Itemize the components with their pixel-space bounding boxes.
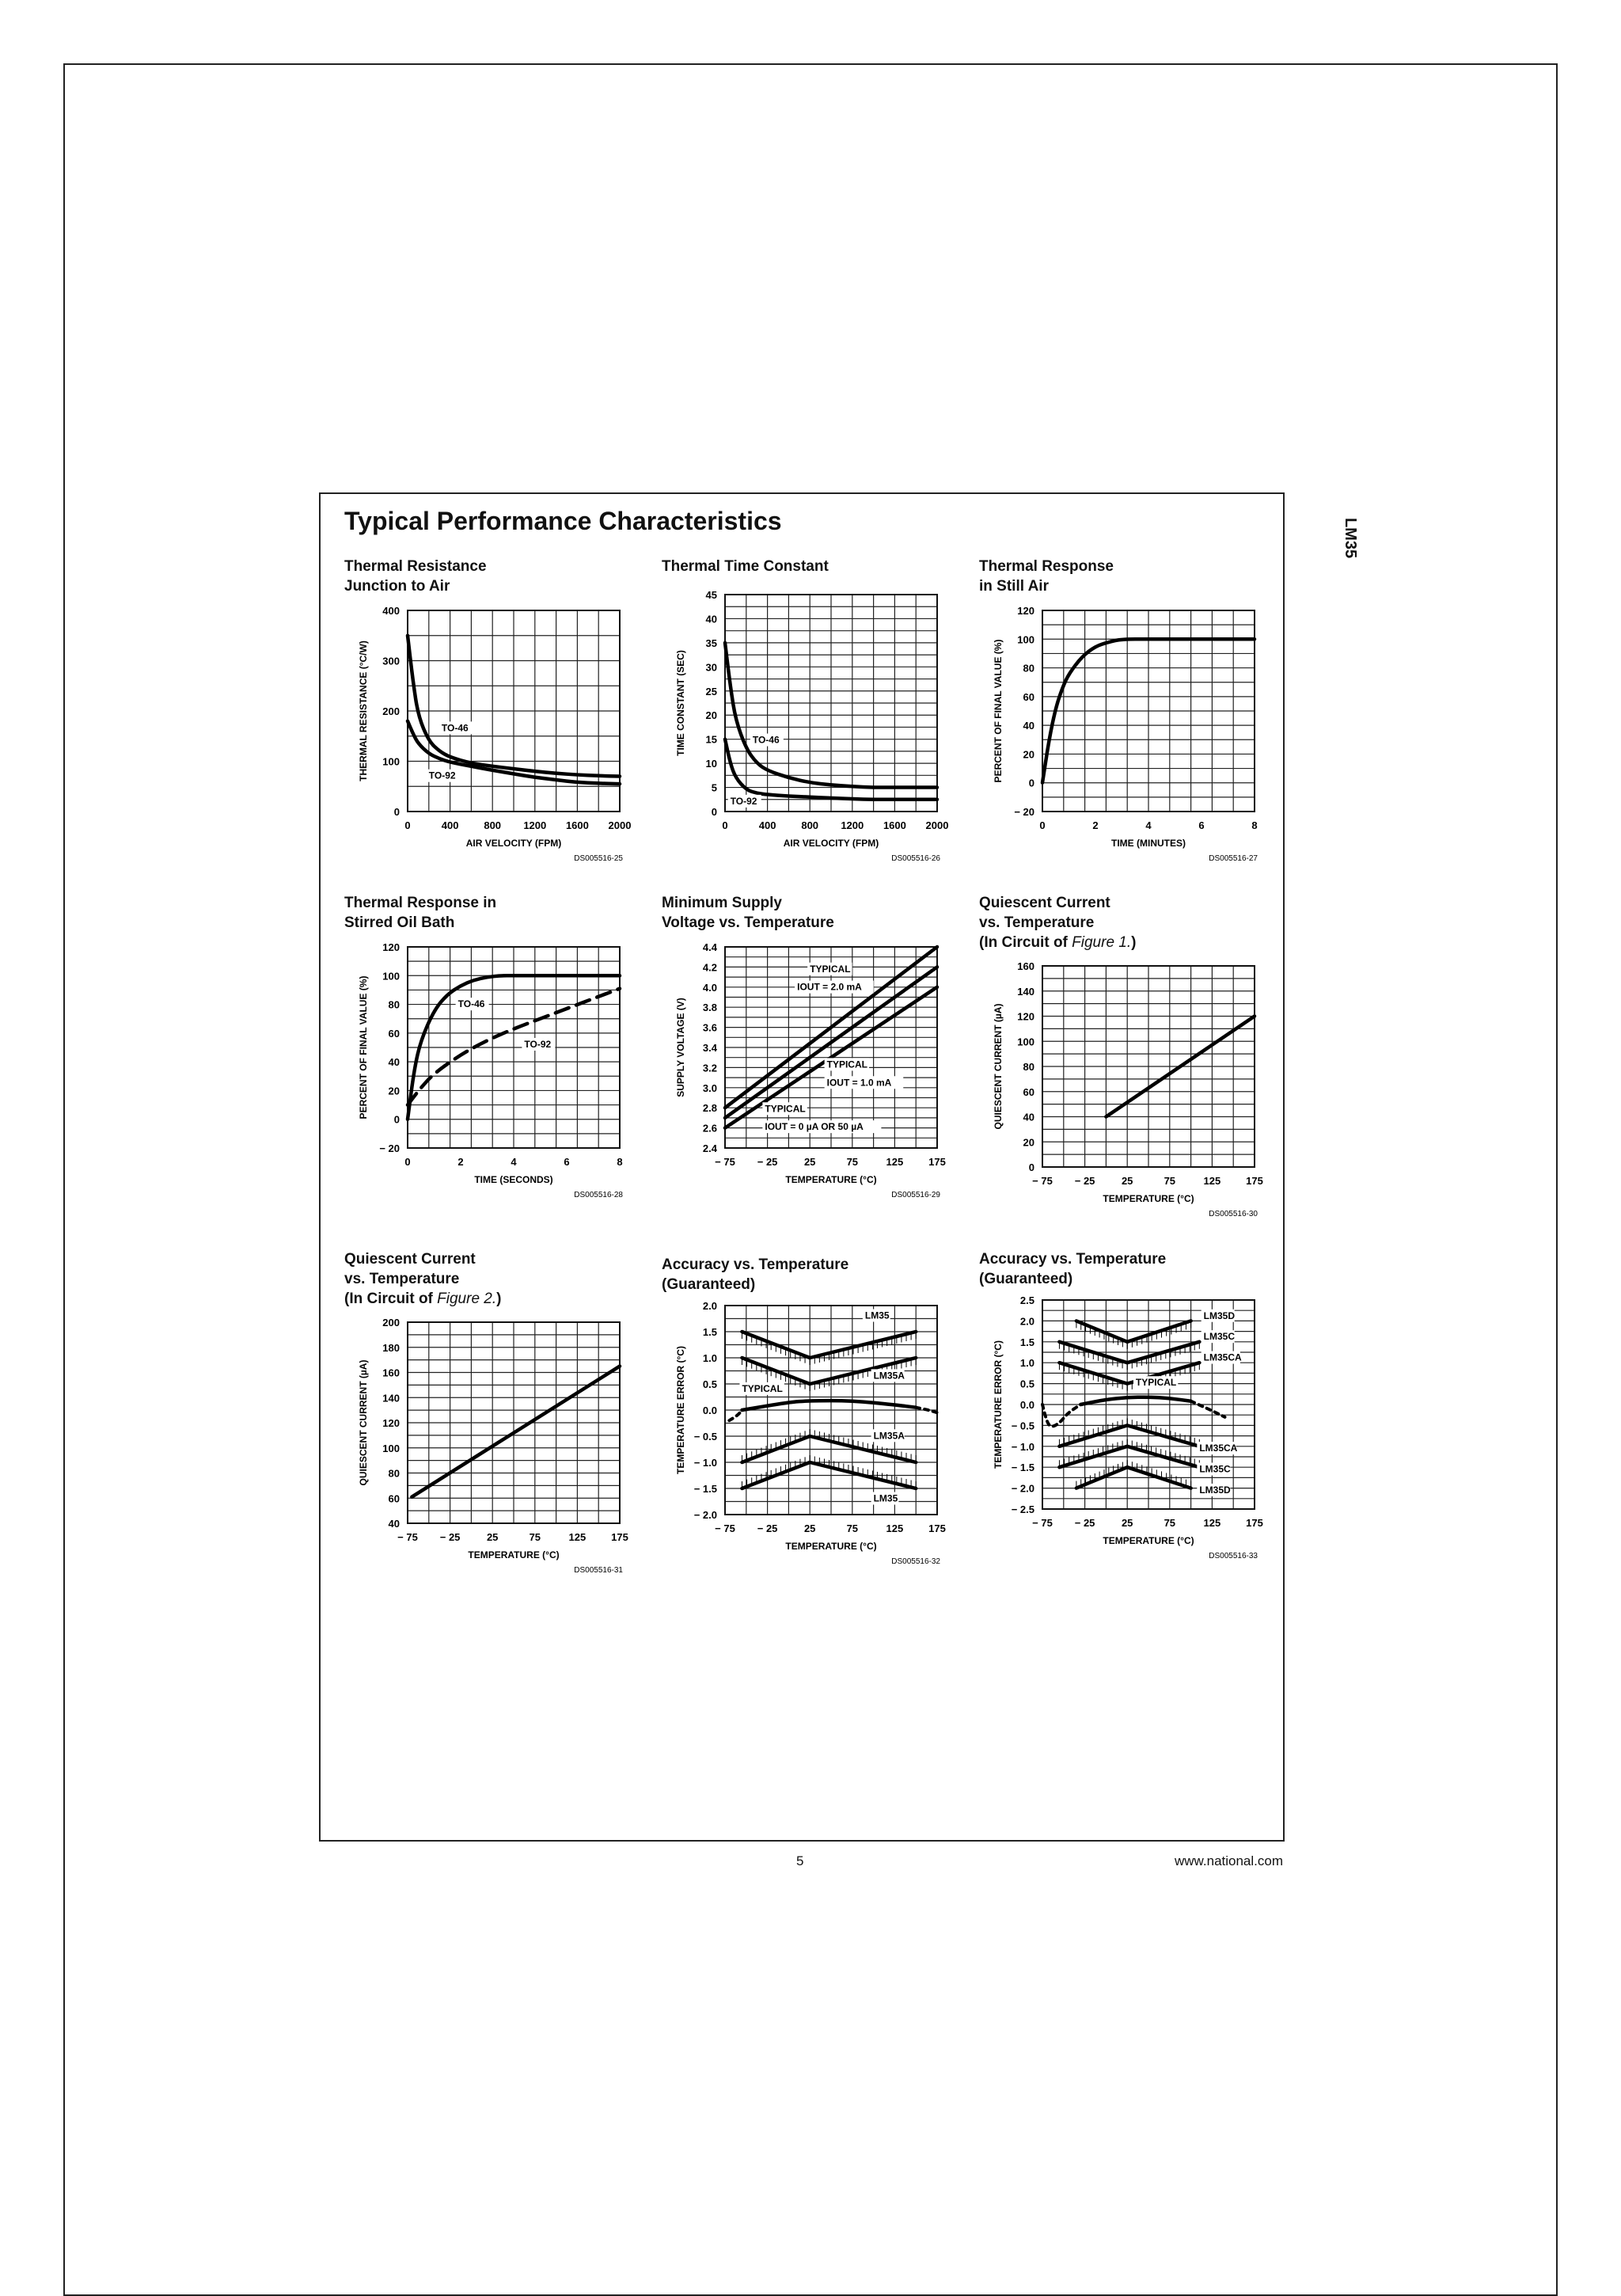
y-tick-label: 140	[1017, 985, 1034, 998]
figure-code: DS005516-27	[1209, 854, 1258, 863]
x-tick-label: − 25	[1074, 1175, 1095, 1187]
series-annotation: IOUT = 1.0 mA	[826, 1077, 892, 1089]
x-tick-label: 25	[486, 1531, 499, 1543]
x-axis-label: TEMPERATURE (°C)	[785, 1541, 877, 1552]
chart-title: Thermal Response in Stirred Oil Bath	[344, 895, 497, 931]
y-tick-label: − 1.0	[1011, 1440, 1034, 1453]
y-tick-label: 120	[1017, 605, 1034, 617]
x-tick-label: 75	[846, 1156, 859, 1168]
x-tick-label: 0	[404, 819, 411, 831]
series-annotation: LM35CA	[1203, 1351, 1242, 1363]
x-tick-label: 400	[441, 819, 459, 831]
series-hatch	[1059, 1342, 1199, 1370]
series-annotation: TYPICAL	[810, 963, 851, 975]
x-tick-label: 800	[801, 819, 819, 831]
y-tick-label: 45	[705, 589, 717, 601]
chart-title: Accuracy vs. Temperature (Guaranteed)	[979, 1251, 1167, 1287]
x-tick-label: 8	[1251, 819, 1258, 831]
series-line	[412, 1367, 620, 1497]
x-tick-label: 175	[928, 1156, 946, 1168]
x-tick-label: 75	[846, 1522, 859, 1534]
x-tick-label: 1600	[565, 819, 589, 831]
x-tick-label: 6	[1198, 819, 1205, 831]
series-annotation: LM35	[864, 1310, 890, 1321]
x-tick-label: 6	[564, 1156, 570, 1168]
y-tick-label: 100	[382, 1442, 400, 1454]
y-tick-label: − 20	[379, 1142, 400, 1154]
x-tick-label: 1200	[523, 819, 547, 831]
chart-plot	[344, 1317, 629, 1579]
y-tick-label: 0	[1028, 1161, 1034, 1173]
series-annotation: TYPICAL	[742, 1382, 783, 1394]
series-annotation: LM35	[873, 1492, 898, 1504]
y-tick-label: 10	[705, 758, 717, 770]
y-tick-label: 200	[382, 705, 400, 717]
chart-plot	[979, 961, 1264, 1222]
y-tick-label: 30	[705, 661, 717, 674]
x-tick-label: − 25	[1074, 1517, 1095, 1529]
page-url: www.national.com	[1175, 1853, 1284, 1868]
x-tick-label: 400	[758, 819, 776, 831]
x-tick-label: − 25	[757, 1156, 778, 1168]
chart-title: Accuracy vs. Temperature (Guaranteed)	[662, 1256, 849, 1293]
series-annotation: LM35C	[1199, 1463, 1231, 1475]
y-tick-label: − 2.5	[1011, 1503, 1034, 1515]
x-tick-label: − 75	[1032, 1517, 1053, 1529]
side-part-tag: LM35	[1342, 517, 1360, 559]
series-annotation: TO-46	[457, 998, 485, 1010]
x-axis-label: TEMPERATURE (°C)	[468, 1549, 560, 1560]
x-tick-label: 1600	[883, 819, 906, 831]
y-tick-label: 2.0	[1019, 1315, 1034, 1328]
series-annotation: TO-92	[730, 795, 757, 807]
chart-panel-thermal-time-constant	[662, 557, 947, 865]
figure-code: DS005516-31	[574, 1566, 623, 1575]
y-tick-label: 20	[388, 1085, 400, 1097]
chart-plot	[662, 1301, 947, 1570]
y-tick-label: 2.0	[702, 1300, 717, 1312]
chart-title: Quiescent Current vs. Temperature (In Circuit of Figure 1.)	[979, 895, 1137, 951]
y-tick-label: 40	[1023, 720, 1034, 732]
series-annotation: TO-92	[524, 1039, 552, 1050]
y-tick-label: 80	[1023, 662, 1034, 675]
x-axis-label: TEMPERATURE (°C)	[785, 1174, 877, 1185]
y-tick-label: 120	[1017, 1010, 1034, 1023]
x-tick-label: 75	[529, 1531, 541, 1543]
x-tick-label: 8	[617, 1156, 623, 1168]
y-tick-label: 60	[1023, 1085, 1034, 1098]
series-annotation: LM35CA	[1199, 1443, 1238, 1454]
y-axis-label: PERCENT OF FINAL VALUE (%)	[358, 975, 369, 1119]
y-tick-label: 40	[1023, 1111, 1034, 1123]
y-tick-label: 120	[382, 1417, 400, 1429]
x-tick-label: 125	[886, 1156, 904, 1168]
series-hatch	[1059, 1418, 1199, 1446]
x-tick-label: 175	[1246, 1175, 1263, 1187]
x-tick-label: 2000	[608, 819, 632, 831]
y-axis-label: TEMPERATURE ERROR (°C)	[675, 1346, 686, 1474]
x-axis-label: TEMPERATURE (°C)	[1103, 1193, 1194, 1204]
y-tick-label: 60	[1023, 690, 1034, 703]
figure-code: DS005516-28	[574, 1191, 623, 1199]
chart-panel-accuracy-lm35	[662, 1255, 947, 1579]
series-annotation: LM35C	[1203, 1331, 1236, 1343]
y-tick-label: 60	[388, 1027, 400, 1040]
series-annotation: TO-46	[752, 734, 780, 746]
x-tick-label: 175	[611, 1531, 628, 1543]
figure-code: DS005516-30	[1209, 1210, 1258, 1218]
y-tick-label: 160	[1017, 960, 1034, 972]
y-tick-label: 40	[388, 1518, 400, 1530]
y-axis-label: QUIESCENT CURRENT (µA)	[358, 1359, 369, 1486]
chart-title: Thermal Resistance Junction to Air	[344, 558, 487, 595]
y-axis-label: TEMPERATURE ERROR (°C)	[993, 1340, 1004, 1469]
x-tick-label: 4	[511, 1156, 517, 1168]
chart-plot	[344, 942, 629, 1203]
y-tick-label: − 1.5	[693, 1483, 717, 1495]
chart-plot	[344, 605, 632, 867]
x-tick-label: 25	[803, 1156, 816, 1168]
y-tick-label: 40	[705, 613, 717, 625]
series-hatch	[1059, 1363, 1199, 1390]
x-tick-label: 25	[1121, 1517, 1133, 1529]
y-tick-label: 80	[1023, 1061, 1034, 1073]
y-tick-label: 100	[382, 970, 400, 983]
series-annotation: TO-46	[441, 722, 469, 734]
y-tick-label: 3.4	[702, 1042, 717, 1054]
chart-panel-thermal-response-still-air	[979, 557, 1264, 865]
y-tick-label: − 2.0	[1011, 1482, 1034, 1495]
y-tick-label: 4.2	[702, 961, 717, 974]
chart-plot	[662, 590, 947, 867]
series-annotation: TYPICAL	[826, 1059, 867, 1070]
figure-code: DS005516-32	[891, 1557, 940, 1566]
x-axis-label: TIME (MINUTES)	[1111, 838, 1186, 849]
figure-code: DS005516-29	[891, 1191, 940, 1199]
y-tick-label: 1.5	[1019, 1336, 1034, 1348]
y-tick-label: 3.0	[702, 1081, 717, 1094]
x-tick-label: 25	[803, 1522, 816, 1534]
chart-title: Thermal Time Constant	[662, 558, 829, 575]
x-tick-label: 4	[1145, 819, 1152, 831]
y-tick-label: 2.4	[702, 1142, 717, 1154]
y-tick-label: 0.5	[702, 1378, 717, 1390]
x-tick-label: − 75	[715, 1522, 735, 1534]
x-tick-label: − 25	[439, 1531, 461, 1543]
series-annotation: LM35D	[1199, 1484, 1231, 1496]
series-annotation: TO-92	[428, 770, 456, 781]
chart-grid	[1042, 966, 1255, 1167]
y-tick-label: 80	[388, 998, 400, 1011]
chart-plot	[979, 1295, 1264, 1564]
y-tick-label: 180	[382, 1341, 400, 1354]
y-tick-label: 120	[382, 941, 400, 953]
series-hatch	[1059, 1439, 1199, 1467]
x-axis-label: TIME (SECONDS)	[474, 1174, 553, 1185]
series-annotation: LM35A	[873, 1370, 905, 1382]
y-tick-label: 200	[382, 1317, 400, 1329]
y-tick-label: − 20	[1014, 806, 1034, 818]
series-line	[1080, 1397, 1190, 1405]
x-tick-label: − 25	[757, 1522, 778, 1534]
series-annotation: TYPICAL	[765, 1103, 806, 1115]
x-tick-label: 0	[1039, 819, 1046, 831]
series-annotation: IOUT = 2.0 mA	[797, 981, 862, 993]
x-axis-label: AIR VELOCITY (FPM)	[465, 838, 562, 849]
x-tick-label: 2	[1092, 819, 1099, 831]
x-tick-label: 75	[1164, 1517, 1176, 1529]
y-tick-label: 5	[711, 781, 717, 794]
chart-title: Minimum Supply Voltage vs. Temperature	[662, 895, 834, 931]
chart-title: Thermal Response in Still Air	[979, 558, 1114, 595]
y-tick-label: 40	[388, 1056, 400, 1069]
x-axis-label: TEMPERATURE (°C)	[1103, 1535, 1194, 1546]
y-axis-label: THERMAL RESISTANCE (°C/W)	[358, 641, 369, 781]
y-tick-label: 0.0	[702, 1405, 717, 1416]
y-tick-label: 160	[382, 1367, 400, 1379]
figure-code: DS005516-33	[1209, 1552, 1258, 1560]
chart-grid	[408, 1322, 620, 1523]
x-tick-label: − 75	[1032, 1175, 1053, 1187]
figure-code: DS005516-25	[574, 854, 623, 863]
x-tick-label: 25	[1121, 1175, 1133, 1187]
series-annotation: TYPICAL	[1135, 1377, 1177, 1389]
y-tick-label: 15	[705, 733, 717, 746]
x-tick-label: 175	[1246, 1517, 1263, 1529]
x-tick-label: 125	[1203, 1517, 1221, 1529]
x-tick-label: 125	[1203, 1175, 1221, 1187]
y-tick-label: 2.8	[702, 1102, 717, 1115]
x-tick-label: 1200	[841, 819, 864, 831]
y-tick-label: 1.0	[702, 1352, 717, 1364]
x-axis-label: AIR VELOCITY (FPM)	[783, 838, 879, 849]
y-tick-label: 3.6	[702, 1021, 717, 1034]
chart-grid	[725, 947, 937, 1148]
y-tick-label: 0.0	[1019, 1399, 1034, 1411]
x-tick-label: − 75	[397, 1531, 418, 1543]
y-tick-label: − 2.0	[693, 1509, 717, 1521]
page-title: Typical Performance Characteristics	[344, 507, 782, 535]
y-tick-label: 2.6	[702, 1122, 717, 1135]
figure-code: DS005516-26	[891, 854, 940, 863]
chart-title: Quiescent Current vs. Temperature (In Circuit of Figure 2.)	[344, 1251, 502, 1307]
y-tick-label: 3.8	[702, 1002, 717, 1014]
x-tick-label: 2	[457, 1156, 464, 1168]
chart-grid	[725, 595, 937, 812]
y-axis-label: TIME CONSTANT (SEC)	[675, 650, 686, 756]
y-tick-label: 400	[382, 605, 400, 617]
chart-panel-quiescent-current-fig2	[344, 1249, 629, 1582]
chart-panel-thermal-response-oil-bath	[344, 893, 629, 1210]
y-tick-label: 0.5	[1019, 1378, 1034, 1390]
y-axis-label: PERCENT OF FINAL VALUE (%)	[993, 639, 1004, 783]
y-tick-label: 140	[382, 1392, 400, 1405]
chart-panel-min-supply-voltage	[662, 893, 947, 1210]
y-tick-label: − 0.5	[1011, 1420, 1034, 1432]
y-tick-label: 20	[1023, 748, 1034, 761]
chart-panel-thermal-resistance	[344, 557, 632, 865]
chart-plot	[662, 942, 947, 1203]
chart-panel-accuracy-lm35c	[979, 1249, 1264, 1582]
y-tick-label: 60	[388, 1492, 400, 1505]
x-tick-label: 125	[886, 1522, 904, 1534]
x-tick-label: − 75	[715, 1156, 735, 1168]
y-tick-label: 0	[711, 806, 717, 818]
series-annotation: LM35D	[1203, 1310, 1236, 1321]
y-tick-label: − 0.5	[693, 1431, 717, 1443]
y-tick-label: 4.0	[702, 981, 717, 994]
y-tick-label: 300	[382, 655, 400, 667]
y-tick-label: 100	[382, 755, 400, 768]
y-tick-label: 0	[393, 806, 400, 818]
y-tick-label: 0	[1028, 777, 1034, 789]
y-tick-label: 35	[705, 637, 717, 649]
x-tick-label: 175	[928, 1522, 946, 1534]
x-tick-label: 125	[568, 1531, 587, 1543]
y-tick-label: − 1.0	[693, 1457, 717, 1469]
y-tick-label: 25	[705, 685, 717, 698]
series-line	[729, 1410, 742, 1420]
y-tick-label: 3.2	[702, 1062, 717, 1074]
y-axis-label: QUIESCENT CURRENT (µA)	[993, 1003, 1004, 1130]
y-tick-label: 80	[388, 1467, 400, 1480]
y-tick-label: 20	[1023, 1136, 1034, 1149]
chart-panel-quiescent-current-fig1	[979, 893, 1264, 1226]
x-tick-label: 75	[1164, 1175, 1176, 1187]
chart-plot	[979, 606, 1264, 867]
y-tick-label: 100	[1017, 633, 1034, 646]
series-line	[742, 1401, 916, 1410]
y-tick-label: 100	[1017, 1036, 1034, 1048]
series-annotation: IOUT = 0 µA OR 50 µA	[765, 1121, 864, 1133]
y-tick-label: 2.5	[1019, 1294, 1034, 1306]
page-number: 5	[796, 1853, 804, 1868]
y-tick-label: 20	[705, 709, 717, 722]
y-tick-label: − 1.5	[1011, 1462, 1034, 1474]
y-tick-label: 4.4	[702, 941, 717, 953]
series-annotation: LM35A	[873, 1430, 905, 1442]
x-tick-label: 0	[722, 819, 728, 831]
y-tick-label: 0	[393, 1113, 400, 1126]
x-tick-label: 800	[484, 819, 502, 831]
x-tick-label: 2000	[925, 819, 949, 831]
x-tick-label: 0	[404, 1156, 411, 1168]
y-tick-label: 1.0	[1019, 1357, 1034, 1370]
y-tick-label: 1.5	[702, 1326, 717, 1338]
y-axis-label: SUPPLY VOLTAGE (V)	[675, 998, 686, 1097]
